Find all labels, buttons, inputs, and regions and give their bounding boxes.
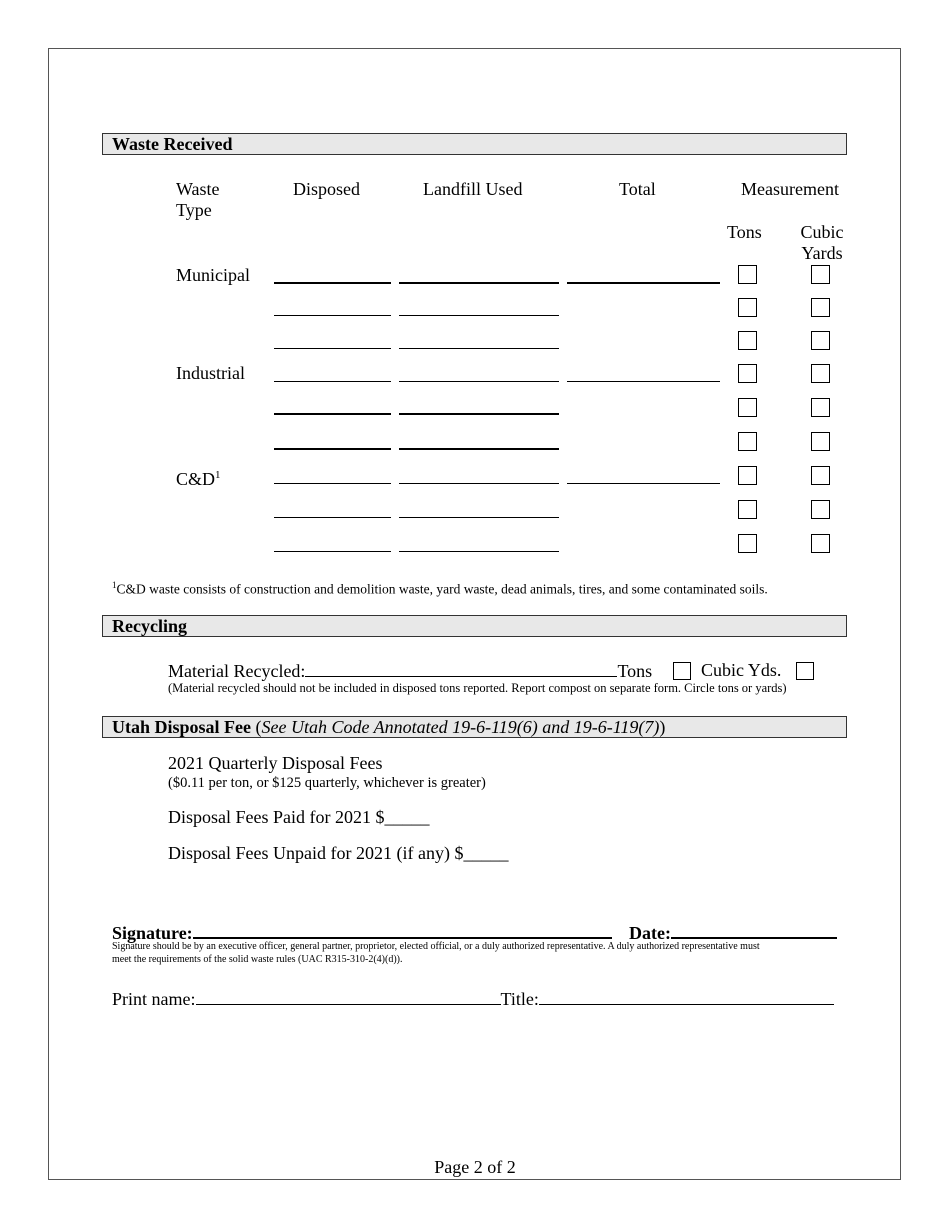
signature-note-line-2: meet the requirements of the solid waste rules (UAC R315-310-2(4)(d)). <box>112 953 403 965</box>
row-label-cd <box>176 465 221 489</box>
municipal-tons-checkbox-3[interactable] <box>738 331 757 350</box>
quarterly-fees-note: ($0.11 per ton, or $125 quarterly, whichever is greater) <box>168 775 486 791</box>
municipal-disposed-field-2[interactable] <box>274 315 391 316</box>
cd-total-field[interactable] <box>567 483 720 484</box>
municipal-landfill-field[interactable] <box>399 282 559 284</box>
fees-paid-field[interactable]: Disposal Fees Paid for 2021 $_____ <box>168 807 430 827</box>
disposal-fee-title: Utah Disposal Fee <box>112 717 251 737</box>
cd-landfill-field-3[interactable] <box>399 551 559 552</box>
cd-disposed-field-2[interactable] <box>274 517 391 518</box>
cd-landfill-field-2[interactable] <box>399 517 559 518</box>
municipal-total-field[interactable] <box>567 282 720 284</box>
row-label-municipal: Municipal <box>176 265 250 285</box>
date-label: Date: <box>629 923 671 943</box>
print-name-row <box>112 988 834 1010</box>
material-recycled-label: Material Recycled: <box>168 661 306 681</box>
industrial-tons-checkbox-2[interactable] <box>738 398 757 417</box>
waste-received-header <box>102 133 847 155</box>
industrial-landfill-field-3[interactable] <box>399 448 559 450</box>
quarterly-fees-heading: 2021 Quarterly Disposal Fees <box>168 753 383 773</box>
cd-tons-checkbox[interactable] <box>738 466 757 485</box>
recycling-cubic-label: Cubic Yds. <box>701 660 782 680</box>
cd-cubic-yards-checkbox-2[interactable] <box>811 500 830 519</box>
row-label-industrial: Industrial <box>176 363 245 383</box>
recycling-row <box>168 660 652 682</box>
disposal-fee-ref-open: ( <box>251 717 262 737</box>
title-field[interactable] <box>539 988 834 1005</box>
industrial-disposed-field-2[interactable] <box>274 413 391 415</box>
municipal-tons-checkbox[interactable] <box>738 265 757 284</box>
recycling-tons-checkbox[interactable] <box>673 662 691 680</box>
col-header-cubic-yards: Cubic Yards <box>800 222 844 263</box>
municipal-cubic-yards-checkbox-3[interactable] <box>811 331 830 350</box>
disposal-fee-ref-close: ) <box>659 717 666 737</box>
title-label: Title: <box>500 989 539 1009</box>
col-header-waste-type: Waste Type <box>176 179 220 220</box>
disposal-fee-ref: See Utah Code Annotated 19-6-119(6) and 19-6-119(7) <box>261 717 660 737</box>
recycling-cubic-yards-checkbox[interactable] <box>796 662 814 680</box>
industrial-total-field[interactable] <box>567 381 720 382</box>
cd-landfill-field[interactable] <box>399 483 559 484</box>
industrial-cubic-yards-checkbox-2[interactable] <box>811 398 830 417</box>
municipal-landfill-field-2[interactable] <box>399 315 559 316</box>
footnote-text: C&D waste consists of construction and demolition waste, yard waste, dead animals, tires, and some contaminated soils. <box>116 581 768 597</box>
recycling-header <box>102 615 847 637</box>
industrial-tons-checkbox-3[interactable] <box>738 432 757 451</box>
industrial-landfill-field-2[interactable] <box>399 413 559 415</box>
recycling-tons-label: Tons <box>617 661 653 681</box>
cd-cubic-yards-checkbox[interactable] <box>811 466 830 485</box>
industrial-cubic-yards-checkbox-3[interactable] <box>811 432 830 451</box>
municipal-disposed-field[interactable] <box>274 282 391 284</box>
signature-note <box>112 941 842 966</box>
cd-disposed-field-3[interactable] <box>274 551 391 552</box>
cd-footnote <box>112 577 768 598</box>
footnote-mark: 1 <box>112 580 117 590</box>
col-header-disposed: Disposed <box>293 179 360 199</box>
waste-received-title: Waste Received <box>112 134 233 154</box>
page-number: Page 2 of 2 <box>434 1157 516 1177</box>
industrial-cubic-yards-checkbox[interactable] <box>811 364 830 383</box>
disposal-fee-header <box>102 716 847 738</box>
row-label-cd-text: C&D <box>176 469 216 489</box>
industrial-disposed-field[interactable] <box>274 381 391 382</box>
col-header-landfill-used: Landfill Used <box>423 179 523 199</box>
signature-field[interactable] <box>193 921 612 939</box>
col-header-total: Total <box>619 179 656 199</box>
cd-cubic-yards-checkbox-3[interactable] <box>811 534 830 553</box>
cd-disposed-field[interactable] <box>274 483 391 484</box>
print-name-field[interactable] <box>196 988 501 1005</box>
cd-tons-checkbox-2[interactable] <box>738 500 757 519</box>
cd-tons-checkbox-3[interactable] <box>738 534 757 553</box>
fees-unpaid-field[interactable]: Disposal Fees Unpaid for 2021 (if any) $_____ <box>168 843 509 863</box>
col-header-measurement: Measurement <box>741 179 839 199</box>
signature-note-line-1: Signature should be by an executive officer, general partner, proprietor, elected official, or a duly authorized representative. A duly authorized representative must <box>112 941 760 952</box>
municipal-cubic-yards-checkbox-2[interactable] <box>811 298 830 317</box>
material-recycled-field[interactable] <box>305 660 617 677</box>
date-field[interactable] <box>671 921 837 939</box>
industrial-landfill-field[interactable] <box>399 381 559 382</box>
industrial-tons-checkbox[interactable] <box>738 364 757 383</box>
signature-label: Signature: <box>112 923 193 943</box>
municipal-cubic-yards-checkbox[interactable] <box>811 265 830 284</box>
print-name-label: Print name: <box>112 989 196 1009</box>
municipal-disposed-field-3[interactable] <box>274 348 391 349</box>
recycling-note: (Material recycled should not be included in disposed tons reported. Report compost on separate form. Circle tons or yards) <box>168 681 787 695</box>
recycling-title: Recycling <box>112 616 187 636</box>
industrial-disposed-field-3[interactable] <box>274 448 391 450</box>
col-header-tons: Tons <box>727 222 762 242</box>
cd-footnote-mark: 1 <box>215 469 221 481</box>
municipal-tons-checkbox-2[interactable] <box>738 298 757 317</box>
municipal-landfill-field-3[interactable] <box>399 348 559 349</box>
